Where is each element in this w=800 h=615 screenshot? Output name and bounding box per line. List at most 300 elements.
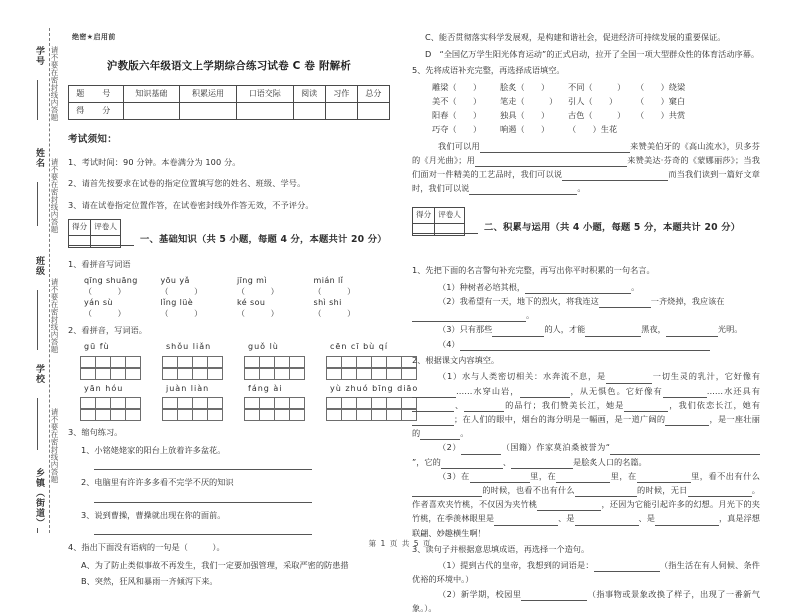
pinyin-text: ké sou: [237, 297, 266, 307]
q3-item: 1、小铭姥姥家的阳台上放着许多盆花。: [81, 444, 226, 455]
grid-cell[interactable]: [244, 409, 260, 421]
grid-pinyin-label: juàn liàn: [166, 383, 210, 393]
grid-cell[interactable]: [244, 356, 260, 368]
idiom-row: [432, 122, 760, 136]
fill-text: 、: [502, 456, 512, 467]
grid-cell[interactable]: [386, 356, 402, 368]
fill-text: ，还因为它能引起许多的幻想。月光下的夹竹桃，在季羡林眼里是: [412, 499, 760, 524]
answer-blank[interactable]: [412, 389, 456, 398]
pinyin-text: mián lǐ: [313, 275, 344, 285]
seal-field-xuexiao: 学校: [34, 364, 44, 384]
grid-cell[interactable]: [326, 368, 342, 380]
section-rule: [68, 245, 134, 246]
seal-note-text: 请不要在密封线内答题: [50, 408, 59, 483]
fill-text: （3）在: [438, 470, 470, 481]
table-row: [413, 208, 465, 224]
idiom-item[interactable]: （ ）共赏: [636, 109, 686, 120]
fill-text: （国籍）作家莫泊桑被誉为“: [501, 442, 610, 453]
section1-title: 一、基础知识（共 5 小题，每题 4 分，本题共计 20 分）: [140, 234, 387, 245]
grid-pinyin-label: guǒ lù: [248, 342, 279, 351]
seal-field-rule: [37, 528, 38, 533]
tianzige[interactable]: [162, 368, 222, 380]
answer-blank[interactable]: [663, 389, 707, 398]
grid-cell[interactable]: [125, 409, 141, 421]
score-cell[interactable]: [123, 103, 180, 120]
notice-item: 1、考试时间：90 分钟。本卷满分为 100 分。: [68, 156, 241, 167]
grid-cell[interactable]: [192, 397, 208, 409]
fill-text: 一齐烧掉，我应该在: [650, 296, 725, 307]
idiom-item[interactable]: （ ）窠白: [636, 95, 686, 106]
answer-line[interactable]: [94, 492, 312, 503]
s2-q3-item-1: [412, 558, 760, 586]
seal-note-text: 请不要在密封线内答题: [50, 158, 59, 233]
grid-cell[interactable]: [341, 397, 357, 409]
tianzige[interactable]: [162, 356, 222, 368]
idiom-item[interactable]: 美不（ ）: [432, 95, 482, 106]
grid-cell[interactable]: [386, 409, 402, 421]
grid-cell[interactable]: [386, 368, 402, 380]
fill-text: 里，在: [610, 470, 637, 481]
tianzige[interactable]: [326, 368, 416, 380]
grid-unit: [80, 382, 140, 422]
grid-cell[interactable]: [207, 368, 223, 380]
grid-cell[interactable]: [259, 409, 275, 421]
answer-bracket[interactable]: （ ）: [237, 286, 279, 296]
grid-cell[interactable]: [371, 356, 387, 368]
score-col-header: 口语交际: [236, 86, 293, 103]
grid-unit: [162, 340, 222, 380]
grid-cell[interactable]: [207, 409, 223, 421]
pinyin-row: [84, 297, 390, 308]
tianzige[interactable]: [244, 397, 304, 409]
grid-cell[interactable]: [162, 356, 178, 368]
notice-item: 2、请首先按要求在试卷的指定位置填写您的姓名、班级、学号。: [68, 178, 306, 188]
q1-pinyin-block: [68, 275, 390, 319]
answer-blank[interactable]: [461, 446, 501, 455]
s2-q2-prompt: 2、根据课文内容填空。: [412, 354, 500, 365]
grid-cell[interactable]: [95, 397, 111, 409]
score-cell[interactable]: [357, 103, 389, 120]
s2-q1-item-2: [412, 294, 760, 308]
grid-cell[interactable]: [356, 356, 372, 368]
idiom-item[interactable]: 雕梁（ ）: [432, 81, 482, 92]
grid-unit: [80, 340, 140, 380]
grid-pinyin-label: yù zhuó bīng diāo: [330, 383, 419, 393]
answer-blank[interactable]: [460, 342, 710, 351]
grid-cell[interactable]: [289, 356, 305, 368]
grid-cell[interactable]: [125, 356, 141, 368]
answer-blank[interactable]: [525, 285, 631, 294]
fill-text: 黑夜，: [641, 324, 666, 335]
q4-option-d[interactable]: D “全国亿万学生阳光体育运动”的正式启动，拉开了全国一项大型群众性的体育活动序幕。: [425, 48, 760, 59]
grade-marker-label: 评卷人: [91, 220, 121, 236]
grid-cell[interactable]: [110, 356, 126, 368]
fill-text: ，从无惧色。它好像有: [569, 385, 663, 396]
seal-field-rule: [37, 290, 38, 350]
q2-grid-row-1: [68, 340, 390, 380]
answer-blank[interactable]: [556, 474, 610, 483]
answer-blank[interactable]: [637, 474, 691, 483]
fill-text: 、: [454, 399, 465, 410]
fill-text: 的时候，也看不出有什么: [482, 484, 575, 495]
grid-cell[interactable]: [177, 356, 193, 368]
score-cell[interactable]: [293, 103, 325, 120]
s2-q1-item-4: [412, 337, 760, 351]
seal-field-rule: [37, 80, 38, 120]
answer-blank[interactable]: [606, 375, 652, 384]
seal-line-bar: [16, 28, 62, 533]
pinyin-text: jīng mì: [237, 275, 267, 285]
grid-pinyin-label: fáng ài: [248, 383, 283, 393]
seal-field-banji: 班级: [34, 256, 44, 276]
idiom-item[interactable]: 脍炙（ ）: [500, 81, 550, 92]
score-col-header: 知识基础: [123, 86, 180, 103]
grid-pinyin-label: cēn cī bù qí: [330, 342, 389, 351]
idiom-item[interactable]: 引人（ ）: [568, 95, 618, 106]
grid-cell[interactable]: [274, 368, 290, 380]
s2-q1-prompt: 1、先把下面的名言警句补充完整，再写出你平时积累的一句名言。: [412, 265, 655, 276]
score-col-header: 总分: [357, 86, 389, 103]
answer-blank[interactable]: [412, 417, 454, 426]
fill-text: （指事物或景象改换了样子，出现了一番新气象。）。: [412, 588, 760, 613]
answer-blank[interactable]: [520, 389, 570, 398]
q4-option-a[interactable]: A、为了防止类似事故不再发生，我们一定要加强管理，采取严密的防患措: [81, 559, 349, 570]
grid-cell[interactable]: [110, 397, 126, 409]
s2-q1-item-1: （1）种树者必培其根， 。: [412, 280, 760, 294]
tianzige[interactable]: [80, 356, 140, 368]
idiom-item[interactable]: 响遏（ ）: [500, 123, 550, 134]
score-cell[interactable]: [180, 103, 237, 120]
section-rule: [412, 233, 478, 234]
score-table: [68, 85, 390, 120]
tianzige[interactable]: [162, 409, 222, 421]
grid-cell[interactable]: [274, 356, 290, 368]
answer-blank[interactable]: [412, 488, 482, 497]
idiom-item[interactable]: （ ）绕梁: [636, 81, 686, 92]
grade-marker-label: 评卷人: [435, 208, 465, 224]
q3-prompt: 3、缩句练习。: [68, 427, 123, 437]
idiom-item[interactable]: 巧夺（ ）: [432, 123, 482, 134]
idiom-item[interactable]: 不同（ ）: [568, 81, 626, 92]
grid-cell[interactable]: [289, 409, 305, 421]
fill-text: 、是: [558, 513, 575, 524]
grid-pinyin-label: yān hóu: [84, 383, 124, 393]
seal-note-text: 请不要在密封线内答题: [50, 278, 59, 353]
grid-cell[interactable]: [95, 368, 111, 380]
grid-cell[interactable]: [80, 356, 96, 368]
grid-cell[interactable]: [192, 409, 208, 421]
fill-text: 我们可以用: [438, 140, 480, 151]
grid-cell[interactable]: [289, 368, 305, 380]
grid-cell[interactable]: [162, 409, 178, 421]
q4-option-c[interactable]: C、能否贯彻落实科学发展观，是构建和谐社会，促进经济可持续发展的重要保证。: [425, 32, 726, 42]
fill-text: （4）: [438, 338, 460, 349]
fill-text: （1）提到古代的皇帝，我想到的词语是：: [438, 560, 594, 571]
answer-blank[interactable]: [412, 313, 526, 322]
grid-cell[interactable]: [177, 368, 193, 380]
grid-unit: [162, 382, 222, 422]
fill-text: ，真是浮想联翩、妙趣横生啊！: [412, 513, 760, 538]
grid-cell[interactable]: [356, 397, 372, 409]
grid-cell[interactable]: [110, 368, 126, 380]
score-col-header: 习作: [325, 86, 357, 103]
fill-text: 一切生灵的乳汁，它好像有: [652, 371, 760, 382]
answer-blank[interactable]: [585, 328, 641, 337]
fill-text: 来赞美伯牙的《高山流水》，贝多芬的《月光曲》；用: [412, 140, 760, 165]
seal-field-xuehao: 学号: [34, 46, 44, 66]
grid-unit: [326, 340, 416, 380]
answer-blank[interactable]: [420, 431, 460, 440]
fill-text: 光明。: [717, 324, 743, 335]
fill-text: ，我们依恋长江，她有: [668, 399, 760, 410]
grid-cell[interactable]: [207, 397, 223, 409]
s2-q2-item-3: [412, 469, 760, 540]
fill-text: 来赞美达·芬奇的《蒙娜丽莎》；当我们面对一件精美的工艺品时，我们可以说: [412, 154, 760, 179]
answer-bracket[interactable]: （ ）: [84, 286, 126, 296]
grid-cell[interactable]: [371, 397, 387, 409]
fill-text: 的时候，无日: [636, 484, 688, 495]
idiom-row: [432, 94, 760, 108]
grid-cell[interactable]: [244, 397, 260, 409]
tianzige[interactable]: [80, 368, 140, 380]
section1-header: [68, 219, 390, 253]
q5-prompt: 5、先将成语补充完整，再选择成语填空。: [412, 65, 565, 75]
pinyin-text: yán sù: [84, 297, 113, 307]
answer-bracket[interactable]: （ ）: [160, 286, 203, 296]
answer-blank[interactable]: [562, 172, 668, 181]
fill-text: ……水穿山岩，: [456, 385, 520, 396]
tianzige[interactable]: [244, 356, 304, 368]
idiom-item[interactable]: 独具（ ）: [500, 109, 550, 120]
answer-blank[interactable]: [537, 502, 601, 511]
grid-cell[interactable]: [326, 409, 342, 421]
q2-prompt: 2、看拼音，写词语。: [68, 324, 147, 335]
grid-cell[interactable]: [289, 397, 305, 409]
s2-q1-item-3: [412, 322, 760, 336]
answer-blank[interactable]: [475, 158, 627, 167]
s2-q2-item-1: （1）水与人类密切相关：水奔流不息，是 一切生灵的乳汁，它好像有……水穿山岩， ，从无惧色。它好像有 ……水还具有、 的品行；我们赞美长江，她是 ，我们依恋长江，她有；在人们的眼中，烟台的海分明是一幅画，是一道广阔的 ，是一座壮丽的 。: [412, 369, 760, 440]
grid-cell[interactable]: [207, 356, 223, 368]
fill-text: 里，在: [529, 470, 557, 481]
q4-prompt[interactable]: 4、指出下面没有语病的一句是（ ）。: [68, 542, 225, 552]
score-col-header: 阅读: [293, 86, 325, 103]
grid-cell[interactable]: [177, 397, 193, 409]
pinyin-text: shì shi: [313, 297, 342, 307]
q3-item: 2、电脑里有许许多多看不完学不厌的知识: [81, 477, 234, 487]
s2-q1-item-2-cont: 。: [412, 308, 760, 322]
answer-blank[interactable]: [610, 446, 760, 455]
score-col-header: 积累运用: [180, 86, 237, 103]
answer-blank[interactable]: [412, 403, 454, 412]
grid-cell[interactable]: [80, 397, 96, 409]
pinyin-row: [84, 275, 390, 286]
page-footer: 第 1 页 共 5 页: [368, 539, 432, 548]
grid-cell[interactable]: [95, 409, 111, 421]
answer-blank[interactable]: [665, 417, 709, 426]
seal-field-xingming: 姓名: [34, 148, 44, 168]
answer-bracket[interactable]: （ ）: [313, 308, 356, 318]
grid-cell[interactable]: [341, 356, 357, 368]
section2-title: 二、积累与运用（共 4 小题，每题 5 分，本题共计 20 分）: [484, 222, 741, 234]
answer-blank[interactable]: [655, 517, 719, 526]
q4-option-b[interactable]: B、突然，狂风和暴雨一齐倾泻下来。: [81, 576, 218, 586]
answer-blank[interactable]: [666, 328, 718, 337]
fill-text: （2）新学期，校园里: [438, 588, 522, 599]
pinyin-text: yōu yǎ: [160, 275, 190, 285]
grid-cell[interactable]: [125, 397, 141, 409]
fill-text: ，是一座壮丽的: [412, 413, 760, 439]
answer-line[interactable]: [94, 459, 312, 470]
answer-bracket[interactable]: （ ）: [313, 286, 356, 296]
fill-text: （1）水与人类密切相关：水奔流不息，是: [438, 371, 606, 382]
grid-cell[interactable]: [356, 409, 372, 421]
answer-blank[interactable]: [469, 186, 577, 195]
s2-q2-item-2: [412, 440, 760, 468]
seal-note-text: 请不要在密封线内答题: [50, 46, 59, 121]
fill-text: 里，看不出有什么: [690, 470, 760, 481]
grid-cell[interactable]: [95, 356, 111, 368]
answer-blank[interactable]: [441, 460, 503, 469]
grid-cell[interactable]: [341, 368, 357, 380]
seal-field-xiangzhen: 乡镇（街道）: [34, 468, 44, 528]
grid-cell[interactable]: [274, 409, 290, 421]
grid-cell[interactable]: [326, 397, 342, 409]
fill-text: （1）种树者必培其根，: [438, 281, 526, 292]
q3-item: 3、说到曹操，曹操就出现在你的面前。: [81, 509, 226, 520]
answer-blank[interactable]: [470, 474, 530, 483]
table-row: [69, 103, 390, 120]
q5-fill-paragraph: 我们可以用 来赞美伯牙的《高山流水》，贝多芬的《月光曲》；用 来赞美达·芬奇的《蒙娜丽莎》；当我们面对一件精美的工艺品时，我们可以说 而当我们读到一篇好文章时，我们可以说 。: [412, 139, 760, 196]
pinyin-text: qīng shuāng: [84, 275, 138, 285]
tianzige[interactable]: [326, 397, 418, 409]
idiom-item[interactable]: 古色（ ）: [568, 109, 626, 120]
answer-blank[interactable]: [599, 299, 651, 308]
right-column: [412, 30, 760, 615]
score-cell[interactable]: [325, 103, 357, 120]
grid-pinyin-label: shǒu liǎn: [166, 342, 212, 351]
fill-text: （2）: [438, 442, 462, 453]
grid-cell[interactable]: [259, 368, 275, 380]
tianzige[interactable]: [244, 409, 304, 421]
grid-cell[interactable]: [341, 409, 357, 421]
s2-q3-item-2: [412, 587, 760, 615]
grid-cell[interactable]: [192, 368, 208, 380]
grid-unit: [244, 340, 304, 380]
grid-cell[interactable]: [356, 368, 372, 380]
seal-field-rule: [37, 182, 38, 226]
page-title: 沪教版六年级语文上学期综合练习试卷 C 卷 附解析: [106, 59, 352, 72]
grid-cell[interactable]: [259, 397, 275, 409]
grid-cell[interactable]: [192, 356, 208, 368]
answer-blank[interactable]: [480, 144, 630, 153]
grid-cell[interactable]: [259, 356, 275, 368]
tianzige[interactable]: [162, 397, 222, 409]
q1-prompt: 1、看拼音写词语: [68, 259, 131, 269]
s2-q3-prompt: 3、读句子并根据意思填成语，再选择一个造句。: [412, 543, 590, 554]
fill-text: 的品行；我们赞美长江，她是: [504, 399, 625, 410]
section2-header: [412, 207, 760, 241]
answer-bracket[interactable]: （ ）: [160, 308, 203, 318]
answer-blank[interactable]: [688, 488, 752, 497]
grid-cell[interactable]: [110, 409, 126, 421]
score-row-label: 题 号: [69, 86, 124, 103]
fill-text: ……水还具有: [706, 385, 760, 396]
fill-text: 。作者喜欢夹竹桃，不仅因为夹竹桃: [412, 484, 760, 510]
q2-grid-row-2: [68, 382, 419, 422]
fill-text: （指生活在有人伺候、条件优裕的环境中。）: [412, 560, 760, 585]
fill-text: ”，它的: [412, 456, 441, 467]
bracket-row: [84, 286, 390, 297]
fill-text: ；在人们的眼中，烟台的海分明是一幅画，是一道广阔的: [454, 413, 666, 424]
grade-score-label: 得分: [69, 220, 91, 236]
grid-cell[interactable]: [177, 409, 193, 421]
tianzige[interactable]: [80, 409, 140, 421]
tianzige[interactable]: [244, 368, 304, 380]
fill-text: 是脍炙人口的名篇。: [573, 456, 647, 467]
answer-blank[interactable]: [492, 328, 544, 337]
answer-blank[interactable]: [624, 403, 668, 412]
idiom-item[interactable]: （ ）生花: [568, 123, 618, 134]
answer-blank[interactable]: [494, 517, 558, 526]
grid-cell[interactable]: [162, 368, 178, 380]
grid-unit: [244, 382, 304, 422]
answer-blank[interactable]: [521, 592, 587, 601]
fill-text: 的人，才能: [544, 324, 586, 335]
fill-text: （3）只有那些: [438, 324, 493, 335]
grid-cell[interactable]: [80, 368, 96, 380]
grid-pinyin-label: gū fù: [84, 342, 110, 351]
answer-bracket[interactable]: （ ）: [237, 308, 279, 318]
fill-text: 而当我们读到一篇好文章时，我们可以说: [412, 168, 760, 194]
idiom-item[interactable]: 阳春（ ）: [432, 109, 482, 120]
table-row: [69, 220, 121, 236]
grid-cell[interactable]: [386, 397, 402, 409]
idiom-grid: [412, 80, 760, 136]
seal-field-rule: [37, 398, 38, 450]
answer-blank[interactable]: [511, 460, 573, 469]
fill-text: 、是: [638, 513, 655, 524]
idiom-item[interactable]: 笔走（ ）: [500, 95, 558, 106]
tianzige[interactable]: [326, 409, 418, 421]
score-row-label: 得 分: [69, 103, 124, 120]
grid-cell[interactable]: [274, 397, 290, 409]
grid-cell[interactable]: [125, 368, 141, 380]
grid-cell[interactable]: [80, 409, 96, 421]
grade-box: [68, 219, 121, 248]
grid-cell[interactable]: [162, 397, 178, 409]
answer-bracket[interactable]: （ ）: [84, 308, 126, 318]
answer-line[interactable]: [94, 524, 312, 535]
grid-cell[interactable]: [371, 368, 387, 380]
score-cell[interactable]: [236, 103, 293, 120]
grid-unit: [326, 382, 418, 422]
notice-item: 3、请在试卷指定位置作答，在试卷密封线外作答无效，不予评分。: [68, 199, 314, 210]
answer-blank[interactable]: [464, 403, 504, 412]
pinyin-text: lǐng lüè: [160, 297, 194, 307]
grid-cell[interactable]: [244, 368, 260, 380]
grid-cell[interactable]: [371, 409, 387, 421]
tianzige[interactable]: [326, 356, 416, 368]
idiom-row: [432, 80, 760, 94]
grade-score-label: 得分: [413, 208, 435, 224]
fill-text: （2）我希望有一天，地下的烈火，将我连这: [438, 296, 599, 307]
answer-blank[interactable]: [575, 517, 639, 526]
idiom-row: [432, 108, 760, 122]
tianzige[interactable]: [80, 397, 140, 409]
grid-cell[interactable]: [326, 356, 342, 368]
bracket-row: [84, 308, 390, 319]
answer-blank[interactable]: [575, 488, 637, 497]
